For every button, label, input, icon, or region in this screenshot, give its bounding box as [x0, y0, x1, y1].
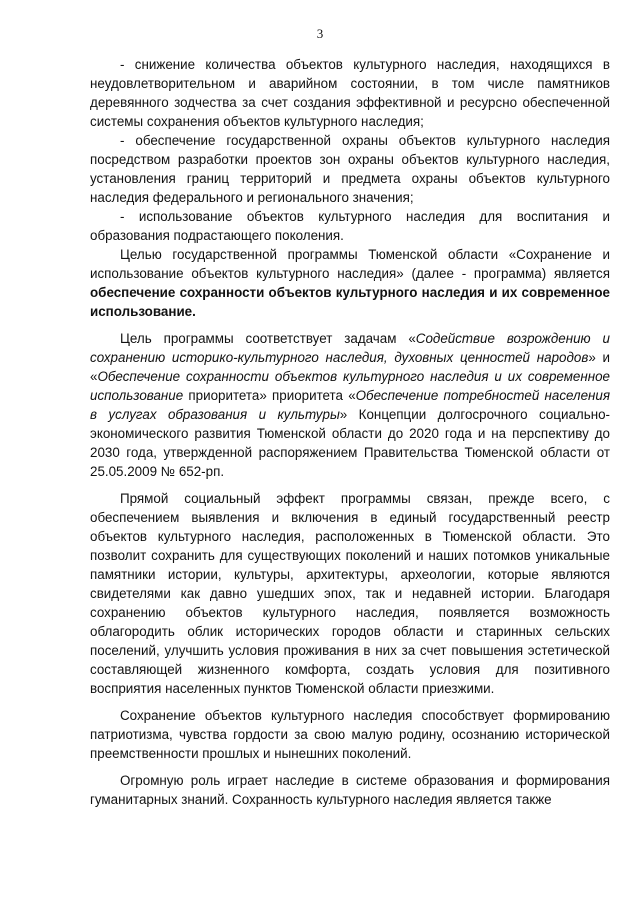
- tasks-italic-1: Содействие возрождению и сохранению историко-культурного наследия, духовных ценностей народов: [90, 331, 610, 365]
- paragraph-education: Огромную роль играет наследие в системе образования и формирования гуманитарных знаний. Сохранность культурного наследия является также: [90, 773, 610, 807]
- tasks-text-2: » и «: [90, 350, 610, 384]
- paragraph-bullet-3: - использование объектов культурного наследия для воспитания и образования подрастающего поколения.: [90, 209, 610, 243]
- page-number: 3: [316, 26, 324, 41]
- tasks-text-4: » Концепции долгосрочного социально-экономического развития Тюменской области до 2020 года и на перспективу до 2030 года, утвержденной распоряжением Правительства Тюменской области от 25.05.2009 № 652-рп.: [90, 407, 610, 479]
- paragraph-tasks: [90, 329, 610, 481]
- tasks-italic-3: Обеспечение потребностей населения в услугах образования и культуры: [90, 388, 610, 422]
- paragraph-bullet-2: - обеспечение государственной охраны объектов культурного наследия посредством разработки проектов зон охраны объектов культурного наследия, установления границ территорий и предмета охраны объектов культурного наследия федерального и регионального значения;: [90, 133, 610, 205]
- paragraph-goal: [90, 245, 610, 321]
- goal-bold-text: обеспечение сохранности объектов культурного наследия и их современное использование: [90, 285, 610, 319]
- body-text: [90, 55, 610, 809]
- tasks-italic-2: Обеспечение сохранности объектов культурного наследия и их современное использование: [90, 369, 610, 403]
- goal-text: Целью государственной программы Тюменской области «Сохранение и использование объектов культурного наследия» (далее - программа) является: [90, 247, 610, 281]
- tasks-text-3: приоритета» приоритета «: [183, 388, 356, 403]
- goal-end: .: [192, 304, 196, 319]
- paragraph-patriotism: Сохранение объектов культурного наследия способствует формированию патриотизма, чувства гордости за свою малую родину, осознанию исторической преемственности прошлых и нынешних поколений.: [90, 708, 610, 761]
- paragraph-bullet-1: - снижение количества объектов культурного наследия, находящихся в неудовлетворительном и аварийном состоянии, в том числе памятников деревянного зодчества за счет создания эффективной и ресурсно обеспеченной системы сохранения объектов культурного наследия;: [90, 57, 610, 129]
- paragraph-social-effect: Прямой социальный эффект программы связан, прежде всего, с обеспечением выявления и включения в единый государственный реестр объектов культурного наследия, расположенных в Тюменской области. Это позволит сохранить для существующих поколений и наших потомков уникальные памятники истории, культуры, архитектуры, археологии, которые являются свидетелями как давно ушедших эпох, так и недавней истории. Благодаря сохранению объектов культурного наследия, появляется возможность облагородить облик исторических городов области и старинных сельских поселений, улучшить условия проживания в них за счет повышения эстетической составляющей жизненного комфорта, создать условия для позитивного восприятия населенных пунктов Тюменской области приезжими.: [90, 491, 610, 696]
- tasks-text-1: Цель программы соответствует задачам «: [120, 331, 416, 346]
